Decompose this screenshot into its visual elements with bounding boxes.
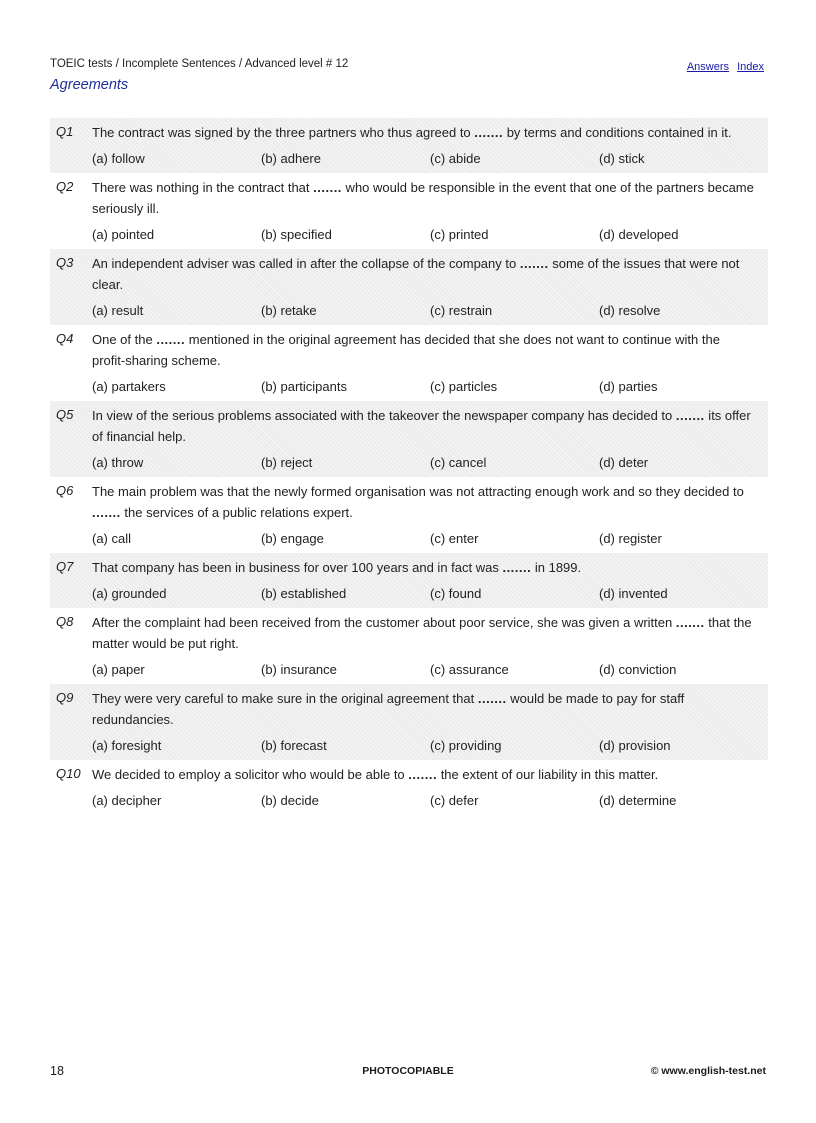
question-block — [50, 684, 768, 760]
question-text — [92, 122, 756, 143]
answer-option[interactable]: (d) determine — [599, 793, 677, 808]
answer-option[interactable]: (a) foresight — [92, 738, 162, 753]
question-number: Q5 — [56, 407, 74, 422]
question-number: Q10 — [56, 766, 81, 781]
answer-options — [92, 790, 768, 811]
question-block — [50, 553, 768, 608]
question-number: Q2 — [56, 179, 74, 194]
question-text-after: some of the issues that were not clear. — [92, 256, 740, 292]
answer-option[interactable]: (c) printed — [430, 227, 489, 242]
answer-option[interactable]: (d) resolve — [599, 303, 661, 318]
answer-option[interactable]: (b) adhere — [261, 151, 321, 166]
answer-option[interactable]: (c) enter — [430, 531, 479, 546]
question-text-after: in 1899. — [531, 560, 582, 575]
blank-marker: ....... — [502, 560, 532, 575]
question-text — [92, 764, 756, 785]
question-number: Q7 — [56, 559, 74, 574]
question-text — [92, 612, 756, 654]
answer-option[interactable]: (a) call — [92, 531, 132, 546]
blank-marker: ....... — [92, 505, 121, 520]
header-links — [682, 61, 764, 73]
question-text-before: There was nothing in the contract that — [92, 180, 314, 195]
answer-option[interactable]: (a) decipher — [92, 793, 162, 808]
answer-option[interactable]: (c) restrain — [430, 303, 493, 318]
question-number: Q8 — [56, 614, 74, 629]
answer-option[interactable]: (c) assurance — [430, 662, 509, 677]
answer-option[interactable]: (b) decide — [261, 793, 319, 808]
question-text-before: After the complaint had been received from the customer about poor service, she was given a written — [92, 615, 676, 630]
blank-marker: ....... — [675, 408, 705, 423]
question-text — [92, 557, 756, 578]
question-text-before: The main problem was that the newly formed organisation was not attracting enough work and so they decided to — [92, 484, 744, 499]
question-number: Q1 — [56, 124, 74, 139]
answer-option[interactable]: (c) defer — [430, 793, 479, 808]
question-text — [92, 177, 756, 219]
answer-option[interactable]: (b) participants — [261, 379, 347, 394]
index-link[interactable]: Index — [737, 61, 764, 73]
answer-option[interactable]: (d) register — [599, 531, 662, 546]
question-text — [92, 253, 756, 295]
copyright: © www.english-test.net — [650, 1065, 766, 1077]
answer-option[interactable]: (d) provision — [599, 738, 671, 753]
question-text-before: That company has been in business for over 100 years and in fact was — [92, 560, 503, 575]
question-number: Q9 — [56, 690, 74, 705]
answer-option[interactable]: (a) partakers — [92, 379, 166, 394]
question-block — [50, 760, 768, 815]
answer-options — [92, 300, 768, 321]
question-number: Q6 — [56, 483, 74, 498]
answer-option[interactable]: (b) forecast — [261, 738, 327, 753]
answer-options — [92, 452, 768, 473]
answer-option[interactable]: (a) pointed — [92, 227, 155, 242]
blank-marker: ....... — [474, 125, 504, 140]
page-number: 18 — [50, 1064, 64, 1078]
answer-option[interactable]: (b) established — [261, 586, 347, 601]
question-number: Q3 — [56, 255, 74, 270]
question-text — [92, 405, 756, 447]
answer-option[interactable]: (b) specified — [261, 227, 332, 242]
answer-option[interactable]: (d) deter — [599, 455, 649, 470]
answer-option[interactable]: (c) particles — [430, 379, 498, 394]
answer-option[interactable]: (b) reject — [261, 455, 313, 470]
blank-marker: ....... — [675, 615, 705, 630]
question-text-after: that the matter would be put right. — [92, 615, 752, 651]
answer-option[interactable]: (c) found — [430, 586, 482, 601]
question-text-before: In view of the serious problems associated with the takeover the newspaper company has decided to — [92, 408, 676, 423]
answer-option[interactable]: (d) conviction — [599, 662, 677, 677]
question-text-before: One of the — [92, 332, 157, 347]
question-block — [50, 477, 768, 553]
answer-option[interactable]: (c) cancel — [430, 455, 487, 470]
question-list — [50, 118, 768, 815]
question-block — [50, 325, 768, 401]
blank-marker: ....... — [477, 691, 507, 706]
question-text-before: They were very careful to make sure in the original agreement that — [92, 691, 478, 706]
answer-options — [92, 583, 768, 604]
answer-option[interactable]: (d) invented — [599, 586, 668, 601]
question-block — [50, 173, 768, 249]
question-block — [50, 118, 768, 173]
question-text-after: mentioned in the original agreement has decided that she does not want to continue with the profit-sharing scheme. — [92, 332, 720, 368]
blank-marker: ....... — [519, 256, 549, 271]
answer-option[interactable]: (a) throw — [92, 455, 144, 470]
blank-marker: ....... — [408, 767, 438, 782]
answer-options — [92, 735, 768, 756]
header — [50, 58, 766, 73]
answer-option[interactable]: (d) parties — [599, 379, 658, 394]
answer-options — [92, 376, 768, 397]
answer-option[interactable]: (b) engage — [261, 531, 324, 546]
question-text-after: the services of a public relations expert. — [120, 505, 353, 520]
blank-marker: ....... — [313, 180, 342, 195]
question-text-before: The contract was signed by the three partners who thus agreed to — [92, 125, 475, 140]
answer-option[interactable]: (b) insurance — [261, 662, 337, 677]
answer-option[interactable]: (a) follow — [92, 151, 145, 166]
question-text-after: the extent of our liability in this matter. — [437, 767, 659, 782]
answer-option[interactable]: (b) retake — [261, 303, 317, 318]
answer-options — [92, 224, 768, 245]
question-block — [50, 401, 768, 477]
question-text-before: We decided to employ a solicitor who would be able to — [92, 767, 409, 782]
question-text — [92, 688, 756, 730]
question-text-after: who would be responsible in the event that one of the partners became seriously ill. — [92, 180, 754, 216]
blank-marker: ....... — [156, 332, 186, 347]
question-block — [50, 249, 768, 325]
question-block — [50, 608, 768, 684]
question-text — [92, 481, 756, 523]
question-number: Q4 — [56, 331, 74, 346]
answer-option[interactable]: (d) stick — [599, 151, 645, 166]
question-text-after: would be made to pay for staff redundancies. — [92, 691, 685, 727]
answer-option[interactable]: (a) result — [92, 303, 144, 318]
question-text-after: its offer of financial help. — [92, 408, 751, 444]
answer-option[interactable]: (c) abide — [430, 151, 481, 166]
answer-option[interactable]: (a) grounded — [92, 586, 167, 601]
question-text — [92, 329, 756, 371]
answer-options — [92, 528, 768, 549]
answer-option[interactable]: (a) paper — [92, 662, 145, 677]
question-text-before: An independent adviser was called in after the collapse of the company to — [92, 256, 520, 271]
answer-option[interactable]: (d) developed — [599, 227, 679, 242]
photocopiable-label: PHOTOCOPIABLE — [362, 1065, 454, 1077]
answers-link[interactable]: Answers — [686, 61, 730, 73]
answer-options — [92, 659, 768, 680]
answer-option[interactable]: (c) providing — [430, 738, 502, 753]
answer-options — [92, 148, 768, 169]
question-text-after: by terms and conditions contained in it. — [503, 125, 732, 140]
page-title: Agreements — [50, 77, 129, 93]
breadcrumb: TOEIC tests / Incomplete Sentences / Advanced level # 12 — [50, 58, 349, 70]
